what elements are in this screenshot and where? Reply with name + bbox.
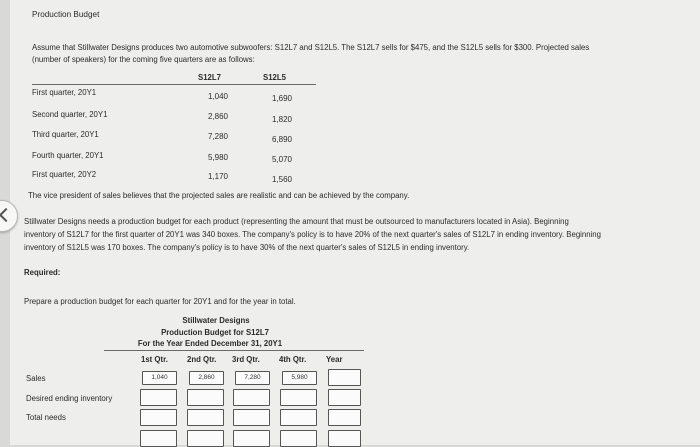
budget-rule — [104, 350, 364, 351]
sales-qtr3-input[interactable]: 7,280 — [235, 371, 270, 385]
s12l7-value: 1,170 — [207, 172, 229, 181]
next-row-qtr2-input[interactable] — [187, 430, 224, 447]
policy-text-3: inventory of S12L5 was 170 boxes. The company's policy is to have 30% of the next quarter's sales of S12L5 in ending inventory. — [24, 243, 470, 252]
row-label: Fourth quarter, 20Y1 — [32, 151, 104, 160]
sales-year-input[interactable] — [328, 369, 361, 386]
row-label: Third quarter, 20Y1 — [32, 130, 99, 139]
sales-qtr2-input[interactable]: 2,860 — [189, 371, 224, 385]
header-qtr4: 4th Qtr. — [279, 355, 307, 364]
sales-qtr4-input[interactable]: 5,980 — [282, 371, 317, 385]
chevron-left-icon — [0, 208, 13, 222]
s12l7-value: 2,860 — [207, 112, 229, 121]
header-qtr3: 3rd Qtr. — [232, 355, 260, 364]
next-row-qtr3-input[interactable] — [233, 430, 270, 447]
s12l7-value: 5,980 — [207, 153, 229, 162]
next-row-qtr4-input[interactable] — [280, 430, 317, 447]
total-needs-qtr4-input[interactable] — [280, 409, 317, 426]
budget-name: Production Budget for S12L7 — [161, 328, 269, 337]
s12l5-value: 1,560 — [271, 175, 293, 184]
policy-text: Stillwater Designs needs a production budget for each product (representing the amount that must be outsourced to manufacturers located in Asia). Beginning — [24, 217, 569, 226]
ending-inventory-qtr1-input[interactable] — [140, 389, 177, 406]
row-label-ending-inventory: Desired ending inventory — [26, 394, 113, 403]
intro-text: Assume that Stillwater Designs produces two automotive subwoofers: S12L7 and S12L5. The S12L7 sells for $475, and the S12L5 sells for $300. Projected sales — [32, 43, 590, 52]
intro-text-2: (number of speakers) for the coming five quarters are as follows: — [32, 55, 255, 64]
required-heading: Required: — [24, 268, 61, 277]
total-needs-qtr1-input[interactable] — [140, 409, 177, 426]
s12l5-value: 1,820 — [271, 115, 293, 124]
row-label-total-needs: Total needs — [26, 413, 66, 422]
row-label: Second quarter, 20Y1 — [32, 110, 108, 119]
ending-inventory-qtr2-input[interactable] — [187, 389, 224, 406]
budget-company: Stillwater Designs — [182, 316, 250, 325]
row-label: First quarter, 20Y1 — [32, 88, 97, 97]
policy-text-2: inventory of S12L7 for the first quarter of 20Y1 was 340 boxes. The company's policy is to have 20% of the next quarter's sales of S12L7 in ending inventory. Beginning — [24, 230, 601, 239]
row-label: First quarter, 20Y2 — [32, 170, 97, 179]
s12l7-value: 7,280 — [207, 132, 229, 141]
header-year: Year — [326, 355, 343, 364]
column-header-s12l5: S12L5 — [263, 73, 286, 82]
next-row-qtr1-input[interactable] — [140, 430, 177, 447]
row-label-sales: Sales — [26, 374, 46, 383]
column-header-s12l7: S12L7 — [198, 73, 221, 82]
ending-inventory-qtr3-input[interactable] — [233, 389, 270, 406]
total-needs-qtr2-input[interactable] — [187, 409, 224, 426]
next-row-year-input[interactable] — [328, 430, 361, 447]
ending-inventory-year-input[interactable] — [328, 389, 361, 406]
page-title: Production Budget — [32, 10, 100, 19]
table-rule — [32, 84, 316, 85]
total-needs-qtr3-input[interactable] — [233, 409, 270, 426]
vp-statement: The vice president of sales believes that the projected sales are realistic and can be achieved by the company. — [28, 191, 410, 200]
sales-qtr1-input[interactable]: 1,040 — [142, 371, 177, 385]
problem-page — [10, 0, 700, 445]
total-needs-year-input[interactable] — [328, 409, 361, 426]
budget-period: For the Year Ended December 31, 20Y1 — [137, 339, 283, 348]
ending-inventory-qtr4-input[interactable] — [280, 389, 317, 406]
s12l5-value: 1,690 — [271, 94, 293, 103]
s12l5-value: 5,070 — [271, 155, 293, 164]
header-qtr1: 1st Qtr. — [141, 355, 168, 364]
prepare-instruction: Prepare a production budget for each quarter for 20Y1 and for the year in total. — [24, 297, 296, 306]
header-qtr2: 2nd Qtr. — [187, 355, 217, 364]
s12l7-value: 1,040 — [207, 92, 229, 101]
s12l5-value: 6,890 — [271, 135, 293, 144]
